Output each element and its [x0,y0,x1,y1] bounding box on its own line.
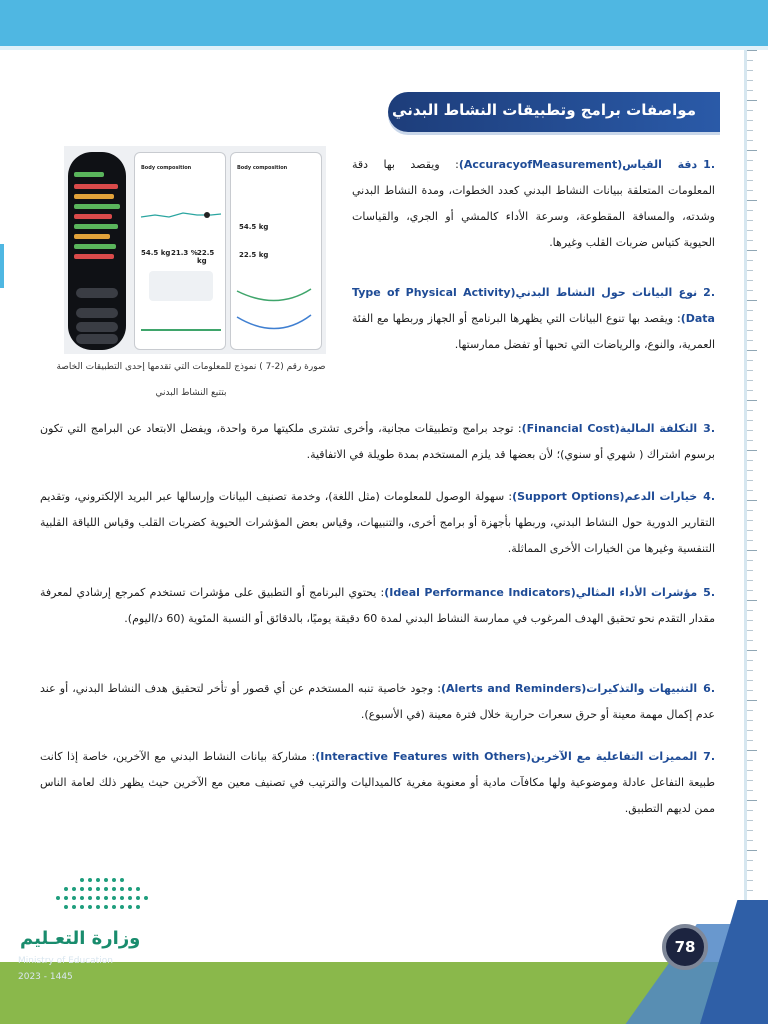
ruler-tick [747,550,757,551]
logo-dot [120,905,124,909]
ruler-tick [747,800,757,801]
ruler-tick [747,110,753,111]
ruler-tick [747,580,753,581]
ruler-tick [747,90,753,91]
logo-dot [72,905,76,909]
ruler-tick [747,540,753,541]
ruler-tick [747,310,753,311]
ruler-tick [747,170,753,171]
ruler-tick [747,630,753,631]
logo-dot [64,905,68,909]
ruler-tick [747,350,757,351]
item-body: : ويقصد بها تنوع البيانات التي يظهرها البرنامج أو الجهاز وربطها مع الفئة العمرية، والنوع، والرياضات التي تحبها أو تفضل ممارستها. [352,312,715,351]
ruler-tick [747,210,753,211]
ruler-tick [747,280,753,281]
item-number: .3 [703,422,715,435]
logo-english-text: Ministry of Education [18,956,113,966]
page-number: 78 [674,938,696,956]
logo-dot [120,887,124,891]
ruler-tick [747,300,757,301]
item-english-term: (Alerts and Reminders) [440,682,587,695]
ruler-tick [747,830,753,831]
ruler-tick [747,380,753,381]
ruler-tick [747,600,757,601]
ruler-tick [747,500,757,501]
ruler-tick [747,530,753,531]
ruler-tick [747,470,753,471]
ruler-tick [747,460,753,461]
ruler-tick [747,290,753,291]
item-heading: المميزات التفاعلية مع الآخرين [531,750,698,763]
ruler-tick [747,620,753,621]
logo-dot [72,887,76,891]
ruler-tick [747,860,753,861]
ruler-tick [747,650,757,651]
ruler-tick [747,720,753,721]
item-body: : توجد برامج وتطبيقات مجانية، وأخرى تشترى ملكيتها مرة واحدة، ويفضل الابتعاد عن البرامج التي تكون برسوم اشتراك ( شهري أو سنوي)؛ لأن بعضها قد يلزم المستخدم بمدة طويلة في الاتفاقية. [40,422,715,461]
item-english-term: (Interactive Features with Others) [315,750,531,763]
ruler-tick [747,220,753,221]
ruler-tick [747,670,753,671]
item-heading: دقة القياس [622,158,698,171]
spec-item-3 [40,416,715,468]
ruler-tick [747,880,753,881]
weight-trend-line [135,193,227,233]
item-heading: نوع البيانات حول النشاط البدني [515,286,698,299]
logo-dot [112,896,116,900]
item-heading: التكلفة المالية [619,422,698,435]
ruler-tick [747,590,753,591]
ruler-tick [747,680,753,681]
phone-screen-title-2: Body composition [237,165,288,171]
logo-dot [104,896,108,900]
logo-dot [56,896,60,900]
item-body: : سهولة الوصول للمعلومات (مثل اللغة)، وخدمة تصنيف البيانات وإرسالها عبر البريد الإلكتروني، وتقديم التقارير الدورية حول النشاط البدني، وربطها بأجهزة أو برامج أخرى، والتنبيهات، وقياس بعض المؤشرات الحيوية كضربات القلب وقياس اللياقة القلبية التنفسية وغيرها من الخيارات الأخرى المماثلة. [40,490,715,555]
ruler-tick [747,60,753,61]
composition-chart [231,271,323,351]
ruler-tick [747,480,753,481]
logo-dot [80,878,84,882]
spec-item-2 [352,280,715,358]
logo-dot [104,878,108,882]
side-ruler [744,50,754,920]
logo-dot [104,905,108,909]
ruler-tick [747,140,753,141]
logo-years: 2023 - 1445 [18,972,73,982]
ruler-tick [747,570,753,571]
item-number: .2 [703,286,716,299]
ruler-tick [747,200,757,201]
ruler-tick [747,70,753,71]
muscle-value-2: 22.5 kg [239,251,269,259]
phone-screen-title: Body composition [141,165,192,171]
logo-dot [72,896,76,900]
logo-dot [88,896,92,900]
item-number: .7 [703,750,715,763]
ruler-tick [747,190,753,191]
item-body: : وجود خاصية تنبه المستخدم عن أي قصور أو تأخر لتحقيق هدف النشاط البدني، أو عند عدم إكمال مهمة معينة أو حرق سعرات حرارية خلال فترة معينة (في الأسبوع). [40,682,715,721]
body-fat-value: 21.3 % [171,249,198,257]
ruler-tick [747,130,753,131]
ruler-tick [747,180,753,181]
logo-dot [112,887,116,891]
ruler-tick [747,520,753,521]
ruler-tick [747,690,753,691]
item-english-term: (Support Options) [512,490,625,503]
ruler-tick [747,240,753,241]
ruler-tick [747,80,753,81]
logo-dot [104,887,108,891]
ruler-tick [747,560,753,561]
logo-dot [144,896,148,900]
logo-dot [96,887,100,891]
logo-dot [136,905,140,909]
item-number: .4 [703,490,716,503]
body-composition-screen-1 [134,152,226,350]
ruler-tick [747,440,753,441]
top-divider [0,46,768,50]
spec-item-6 [40,676,715,728]
ruler-tick [747,400,757,401]
ruler-tick [747,820,753,821]
ruler-tick [747,340,753,341]
ruler-tick [747,810,753,811]
logo-arabic-text: وزارة التعـليم [20,928,141,949]
ruler-tick [747,750,757,751]
ruler-tick [747,330,753,331]
item-english-term: (AccuracyofMeasurement) [458,158,623,171]
item-body: : مشاركة بيانات النشاط البدني مع الآخرين، خاصة إذا كانت طبيعة التفاعل عادلة وموضوعية ولها مكافآت مادية أو معنوية مغرية كالميداليات والترتيب في تصنيف معين مع الآخرين حيث يظهر ذلك لعامة الناس ممن لديهم التطبيق. [40,750,715,815]
logo-dot [88,878,92,882]
ruler-tick [747,250,757,251]
muscle-value: 22.5 kg [197,249,215,265]
ruler-tick [747,840,753,841]
logo-dot [64,887,68,891]
logo-dot [128,905,132,909]
ruler-tick [747,640,753,641]
item-number: .6 [703,682,715,695]
logo-dot [96,896,100,900]
item-heading: مؤشرات الأداء المثالي [575,586,698,599]
ruler-tick [747,700,757,701]
spec-item-5 [40,580,715,632]
ruler-tick [747,100,757,101]
item-number: .1 [703,158,716,171]
item-heading: التنبيهات والتذكيرات [586,682,698,695]
ruler-tick [747,710,753,711]
logo-dot [80,887,84,891]
logo-dot [88,905,92,909]
item-english-term: (Type of Physical Activity Data) [352,286,715,325]
ruler-tick [747,610,753,611]
logo-dot [96,905,100,909]
section-title-bar [388,92,720,132]
ruler-tick [747,450,757,451]
ruler-tick [747,510,753,511]
spec-item-7 [40,744,715,822]
ruler-tick [747,230,753,231]
item-heading: خيارات الدعم [624,490,698,503]
ruler-tick [747,260,753,261]
item-body: : يحتوي البرنامج أو التطبيق على مؤشرات تستخدم كمرجع إرشادي لمعرفة مقدار التقدم نحو تحقيق الهدف المرغوب في ممارسة النشاط البدني لمدة 60 دقيقة يوميًا، بالدقائق أو النسبة المئوية (60 د/اليوم). [40,586,715,625]
ruler-tick [747,660,753,661]
page-number-badge [662,924,708,970]
item-english-term: (Ideal Performance Indicators) [384,586,576,599]
ruler-tick [747,120,753,121]
logo-dot [80,896,84,900]
ruler-tick [747,770,753,771]
ruler-tick [747,390,753,391]
logo-dot [112,878,116,882]
fitness-app-screenshot [64,146,326,354]
logo-dot [128,896,132,900]
section-title: مواصفات برامج وتطبيقات النشاط البدني [392,101,696,119]
ruler-tick [747,760,753,761]
item-english-term: (Financial Cost) [521,422,620,435]
ruler-tick [747,780,753,781]
item-body: : ويقصد بها دقة المعلومات المتعلقة ببيانات النشاط البدني كعدد الخطوات، ومدة النشاط البدني وشدته، والمسافة المقطوعة، وسرعة الأداء كالمشي أو الجري، والقياسات الحيوية كتياس ضربات القلب وغيرها. [352,158,715,249]
ruler-tick [747,410,753,411]
spec-item-1 [352,152,715,256]
ruler-tick [747,430,753,431]
ruler-tick [747,360,753,361]
logo-dot [136,887,140,891]
logo-dot [80,905,84,909]
ruler-tick [747,890,753,891]
figure-caption-line2: بتتبع النشاط البدني [155,388,227,398]
figure-caption-line1: صورة رقم (2-7 ) نموذج للمعلومات التي تقدمها إحدى التطبيقات الخاصة [56,362,326,372]
logo-dot [96,878,100,882]
ruler-tick [747,850,757,851]
ruler-tick [747,730,753,731]
ruler-tick [747,150,757,151]
logo-dot [120,896,124,900]
top-header-band [0,0,768,46]
body-composition-screen-2 [230,152,322,350]
logo-dot [128,887,132,891]
ruler-tick [747,50,757,51]
logo-dot [136,896,140,900]
ministry-logo [18,868,190,982]
ruler-tick [747,790,753,791]
ruler-tick [747,420,753,421]
left-edge-marker [0,244,4,288]
ruler-tick [747,320,753,321]
weight-value: 54.5 kg [141,249,171,257]
logo-dot [120,878,124,882]
logo-dot [88,887,92,891]
ruler-tick [747,370,753,371]
weight-value-2: 54.5 kg [239,223,269,231]
ruler-tick [747,740,753,741]
ruler-tick [747,870,753,871]
ruler-tick [747,270,753,271]
ruler-tick [747,160,753,161]
item-number: .5 [703,586,715,599]
smartwatch-screen [68,152,126,350]
spec-item-4 [40,484,715,562]
logo-dot [64,896,68,900]
logo-dot [112,905,116,909]
ruler-tick [747,490,753,491]
